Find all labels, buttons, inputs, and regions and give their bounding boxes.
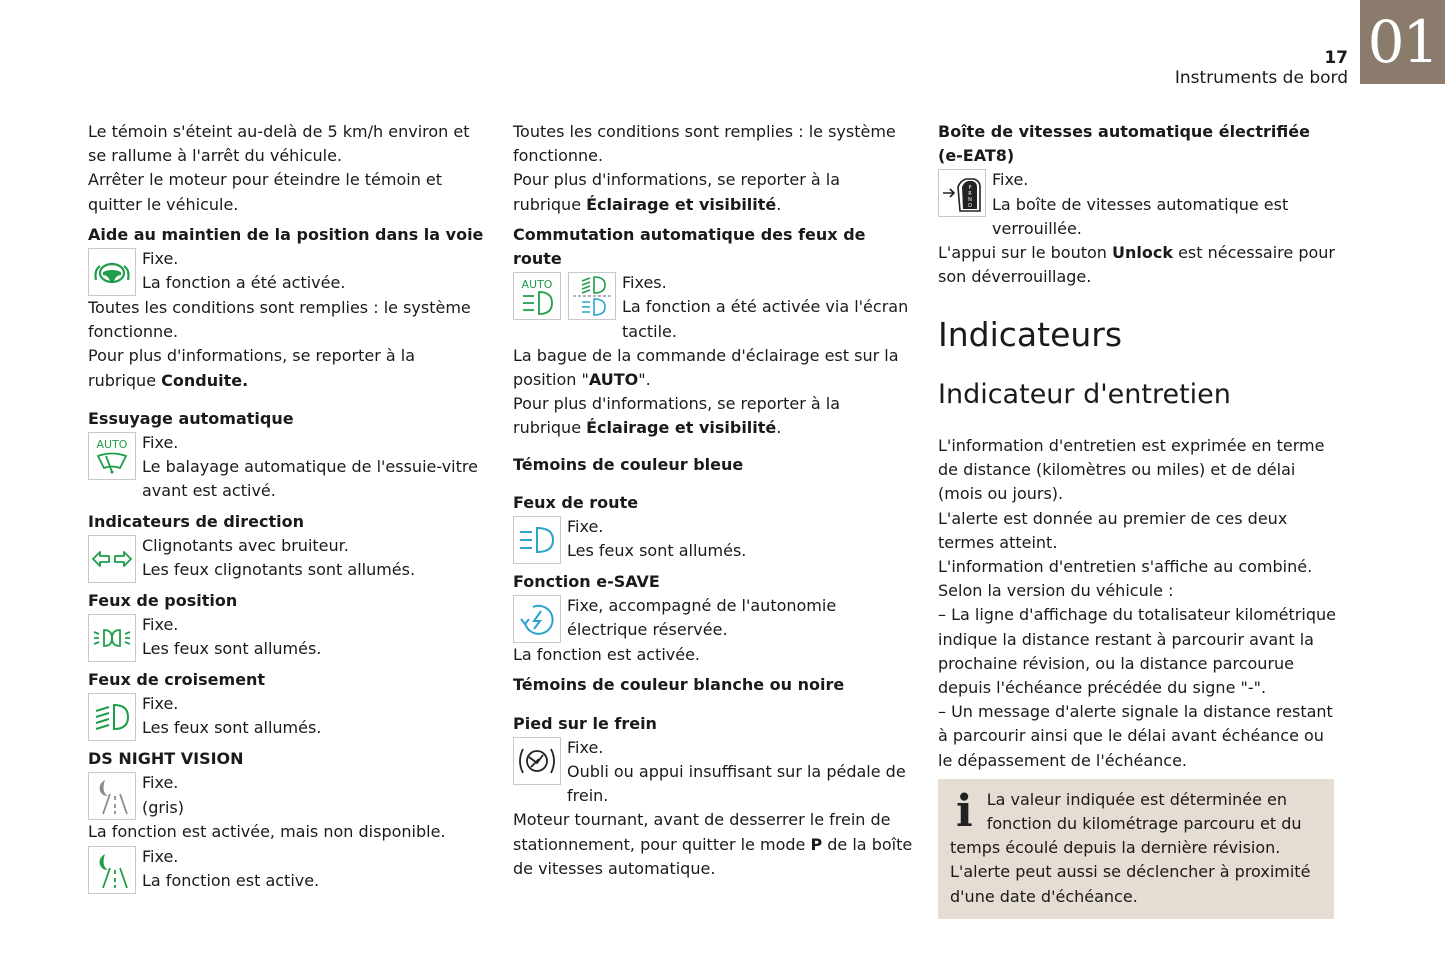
- heading-night-vision: DS NIGHT VISION: [88, 749, 244, 769]
- indicator-dipped-beam: [88, 692, 488, 741]
- text: .: [776, 194, 782, 214]
- heading-direction-indicators: Indicateurs de direction: [88, 511, 304, 531]
- page-number: 17: [1324, 48, 1348, 68]
- svg-text:N: N: [968, 197, 972, 204]
- svg-text:AUTO: AUTO: [521, 278, 553, 292]
- bullet-item: – La ligne d'affichage du totalisateur kilométrique indique la distance restant à parcourir avant la prochaine révision, ou la distance parcourue depuis l'échéance précédée du signe "-".: [938, 605, 1336, 697]
- paragraph: L'information d'entretien est exprimée en terme de distance (kilomètres ou miles) et de délai (mois ou jours).: [938, 435, 1325, 504]
- svg-text:AUTO: AUTO: [96, 438, 128, 452]
- paragraph: [88, 344, 488, 392]
- heading-foot-on-brake: Pied sur le frein: [513, 713, 657, 733]
- note-text: La valeur indiquée est déterminée en fonction du kilométrage parcouru et du temps écoulé depuis la dernière révision.: [950, 789, 1302, 858]
- bold-unlock: Unlock: [1112, 243, 1173, 263]
- indicator-foot-on-brake: [513, 736, 913, 809]
- paragraph: Arrêter le moteur pour éteindre le témoin et quitter le véhicule.: [88, 170, 443, 214]
- paragraph: [513, 808, 913, 881]
- note-text: L'alerte peut aussi se déclencher à proximité d'une date d'échéance.: [950, 862, 1311, 906]
- indicator-description: La fonction a été activée.: [142, 273, 346, 293]
- indicator-state: Clignotants avec bruiteur.: [142, 535, 349, 555]
- chapter-number: 01: [1367, 8, 1438, 76]
- indicator-state: Fixe.: [142, 694, 179, 714]
- section-title-indicators: Indicateurs: [938, 315, 1123, 355]
- paragraph: La fonction est activée.: [513, 645, 700, 665]
- paragraph: L'information d'entretien s'affiche au combiné.: [938, 556, 1313, 576]
- paragraph: Le témoin s'éteint au-delà de 5 km/h environ et se rallume à l'arrêt du véhicule.: [88, 122, 470, 166]
- text: L'appui sur le bouton: [938, 243, 1112, 263]
- paragraph: Toutes les conditions sont remplies : le système fonctionne.: [513, 122, 896, 166]
- paragraph: [938, 241, 1338, 289]
- paragraph: [513, 168, 913, 216]
- heading-auto-wiping: Essuyage automatique: [88, 408, 294, 428]
- heading-high-beam: Feux de route: [513, 492, 639, 512]
- turn-signal-arrows-icon: [88, 535, 136, 583]
- text: Pour plus d'informations, se reporter à la rubrique: [513, 170, 841, 214]
- indicator-description: La fonction a été activée via l'écran tactile.: [622, 297, 909, 341]
- indicator-direction: [88, 534, 488, 583]
- indicator-state: Fixe.: [992, 170, 1029, 190]
- chapter-badge: [1360, 0, 1445, 84]
- indicator-auto-wiping: [88, 431, 488, 504]
- indicator-night-vision-green: [88, 845, 488, 894]
- heading-lane-keeping: Aide au maintien de la position dans la voie: [88, 224, 484, 244]
- indicator-gearbox: [938, 168, 1338, 241]
- heading-auto-high-beam: Commutation automatique des feux de route: [513, 224, 866, 269]
- indicator-description: Les feux clignotants sont allumés.: [142, 560, 416, 580]
- indicator-e-save: [513, 594, 913, 643]
- section-name: Instruments de bord: [1174, 68, 1348, 88]
- column-3: [938, 120, 1338, 919]
- heading-gearbox: Boîte de vitesses automatique électrifiée (e-EAT8): [938, 122, 1310, 166]
- text: ".: [638, 370, 651, 390]
- indicator-state: Fixes.: [622, 273, 667, 293]
- indicator-auto-high-beam: [513, 271, 913, 344]
- indicator-description: Le balayage automatique de l'essuie-vitre avant est activé.: [142, 457, 478, 501]
- indicator-state: Fixe.: [567, 517, 604, 537]
- indicator-state: Fixe.: [142, 615, 179, 635]
- page-header: [1175, 48, 1348, 88]
- gear-selector-lock-icon: [938, 169, 986, 217]
- heading-white-black-warning-lights: Témoins de couleur blanche ou noire: [513, 675, 845, 695]
- heading-position-lights: Feux de position: [88, 590, 238, 610]
- auto-high-beam-icon: [513, 272, 561, 320]
- info-icon: i: [956, 785, 973, 837]
- indicator-night-vision-grey: [88, 771, 488, 820]
- paragraph: La fonction est activée, mais non disponible.: [88, 822, 446, 842]
- indicator-lane-keeping: [88, 247, 488, 296]
- indicator-color-note: (gris): [142, 797, 184, 817]
- indicator-state: Fixe.: [142, 773, 179, 793]
- night-vision-grey-icon: [88, 772, 136, 820]
- indicator-description: Les feux sont allumés.: [567, 541, 747, 561]
- heading-dipped-beam: Feux de croisement: [88, 670, 266, 690]
- position-lights-icon: [88, 614, 136, 662]
- indicator-description: Les feux sont allumés.: [142, 718, 322, 738]
- heading-blue-warning-lights: Témoins de couleur bleue: [513, 454, 744, 474]
- indicator-description: Les feux sont allumés.: [142, 639, 322, 659]
- text: .: [776, 418, 782, 438]
- high-low-beam-switch-icon: [568, 272, 616, 320]
- text: de la boîte de vitesses automatique.: [513, 834, 913, 878]
- paragraph: Selon la version du véhicule :: [938, 581, 1174, 601]
- indicator-state: Fixe.: [142, 846, 179, 866]
- subsection-title-service-indicator: Indicateur d'entretien: [938, 378, 1231, 410]
- foot-on-brake-icon: [513, 737, 561, 785]
- indicator-high-beam: [513, 515, 913, 564]
- reference-link-eclairage: Éclairage et visibilité: [586, 194, 777, 214]
- steering-wheel-hands-icon: [88, 248, 136, 296]
- svg-text:R: R: [968, 191, 972, 198]
- svg-text:P: P: [968, 185, 972, 192]
- bold-auto: AUTO: [588, 370, 639, 390]
- info-note: [938, 779, 1334, 919]
- indicator-description: La boîte de vitesses automatique est verrouillée.: [992, 194, 1289, 238]
- indicator-state: Fixe.: [142, 249, 179, 269]
- text: Pour plus d'informations, se reporter à la rubrique: [513, 394, 841, 438]
- indicator-state: Fixe.: [567, 737, 604, 757]
- paragraph: Toutes les conditions sont remplies : le système fonctionne.: [88, 298, 471, 342]
- bold-p: P: [810, 834, 823, 854]
- bullet-item: – Un message d'alerte signale la distance restant à parcourir ainsi que le délai avant échéance ou le dépassement de l'échéance.: [938, 702, 1333, 770]
- indicator-description: Oubli ou appui insuffisant sur la pédale de frein.: [567, 762, 906, 806]
- indicator-state: Fixe.: [142, 433, 179, 453]
- paragraph: L'alerte est donnée au premier de ces deux termes atteint.: [938, 508, 1288, 552]
- text: est nécessaire pour son déverrouillage.: [938, 243, 1335, 287]
- column-2: [513, 120, 913, 881]
- indicator-description: La fonction est active.: [142, 870, 320, 890]
- dipped-beam-icon: [88, 693, 136, 741]
- paragraph: [513, 344, 913, 392]
- e-save-icon: [513, 595, 561, 643]
- high-beam-icon: [513, 516, 561, 564]
- auto-wiper-icon: [88, 432, 136, 480]
- text: Pour plus d'informations, se reporter à la rubrique: [88, 346, 416, 390]
- indicator-position-lights: [88, 613, 488, 662]
- reference-link-eclairage: Éclairage et visibilité: [586, 418, 777, 438]
- column-1: [88, 120, 488, 894]
- heading-e-save: Fonction e-SAVE: [513, 572, 660, 592]
- text: Moteur tournant, avant de desserrer le frein de stationnement, pour quitter le mode: [513, 810, 891, 854]
- text: La bague de la commande d'éclairage est sur la position ": [513, 345, 899, 390]
- night-vision-green-icon: [88, 846, 136, 894]
- svg-text:D: D: [968, 203, 972, 210]
- paragraph: [513, 392, 913, 440]
- reference-link-conduite: Conduite.: [161, 370, 249, 390]
- indicator-description: Fixe, accompagné de l'autonomie électrique réservée.: [567, 596, 837, 640]
